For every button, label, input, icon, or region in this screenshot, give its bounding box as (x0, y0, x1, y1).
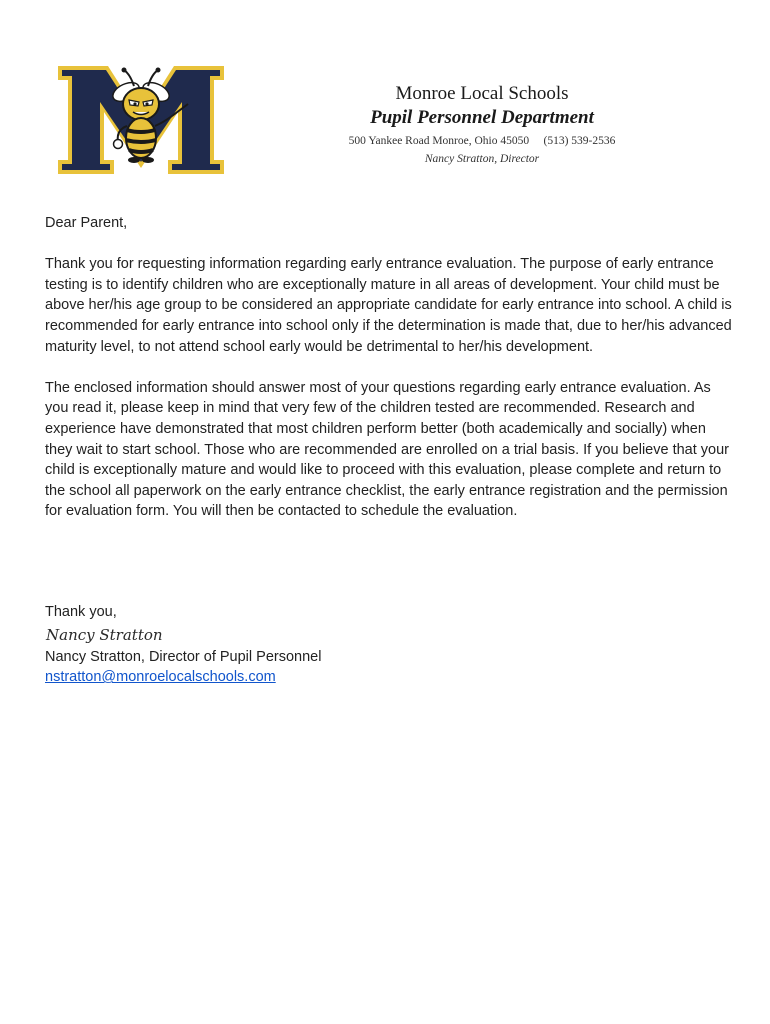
department-name: Pupil Personnel Department (370, 107, 594, 128)
signature-text: Nancy Stratton (46, 625, 163, 644)
letterhead (300, 82, 664, 166)
school-address-phone: 500 Yankee Road Monroe, Ohio 45050 (513) 539-2536 (348, 135, 616, 147)
letter-body (45, 213, 735, 522)
school-logo (50, 56, 232, 182)
closing-block (45, 602, 735, 688)
greeting: Dear Parent, (45, 215, 128, 231)
director-line: Nancy Stratton, Director (424, 153, 540, 165)
paragraph-1: Thank you for requesting information regarding early entrance evaluation. The purpose of early entrance testing is to identify children who are exceptionally mature in all areas of development. Your child must be above her/his age group to be considered an appropriate candidate for early entrance into school. A child is recommended for early entrance into school only if the determination is made that, due to her/his advanced maturity level, to not attend school early would be detrimental to her/his development. (45, 256, 732, 355)
school-name: Monroe Local Schools (395, 83, 569, 104)
closing: Thank you, (45, 604, 117, 620)
handwritten-signature (45, 623, 735, 647)
yellowjacket-mascot-icon (50, 56, 232, 182)
signature-image (45, 623, 185, 647)
email-link[interactable]: nstratton@monroelocalschools.com (45, 669, 276, 686)
paragraph-2: The enclosed information should answer most of your questions regarding early entrance evaluation. As you read it, please keep in mind that very few of the children tested are recommended. Research and experience have demonstrated that most children perform better (both academically and socially) when they wait to start school. Those who are recommended are enrolled on a trial basis. If you believe that your child is exceptionally mature and would like to proceed with this evaluation, please complete and return to the school all paperwork on the early entrance checklist, the early entrance registration and the permission for evaluation form. You will then be contacted to schedule the evaluation. (45, 379, 730, 520)
signer-title: Nancy Stratton, Director of Pupil Personnel (45, 648, 322, 665)
